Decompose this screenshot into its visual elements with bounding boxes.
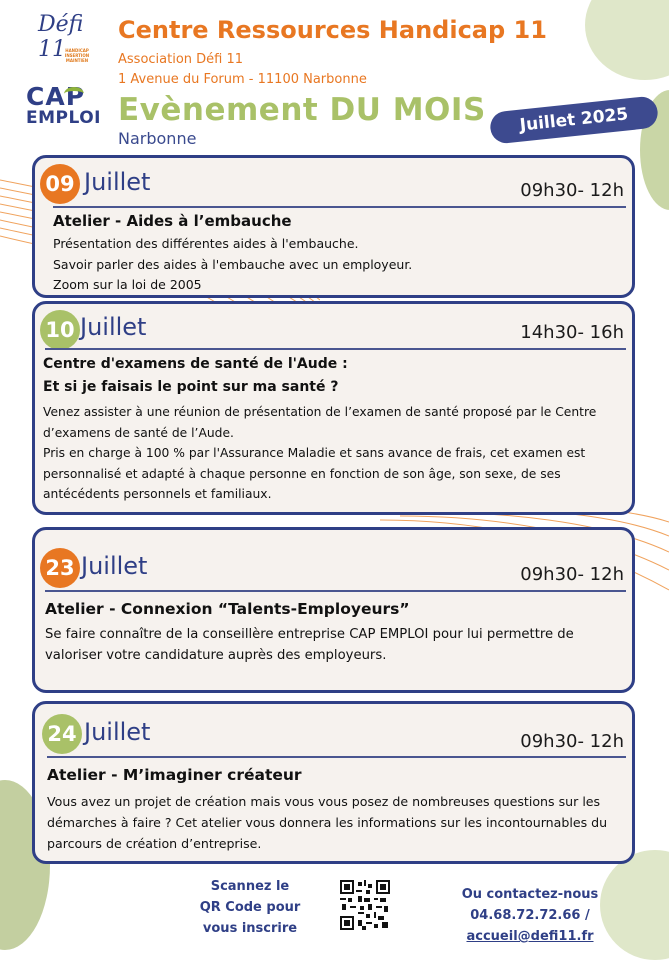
event-title: Evènement DU MOIS	[118, 92, 486, 128]
event-day-badge: 09	[40, 164, 80, 204]
cap-emploi-logo	[26, 84, 106, 127]
event-card-10	[32, 301, 635, 515]
event-subtitle: Et si je faisais le point sur ma santé ?	[43, 379, 339, 395]
description-line: Se faire connaître de la conseillère entreprise CAP EMPLOI pour lui permettre de	[45, 627, 574, 642]
event-card-24	[32, 701, 635, 864]
description-line: Savoir parler des aides à l'embauche avec un employeur.	[53, 256, 413, 272]
event-time: 14h30- 16h	[520, 322, 624, 343]
scan-line: vous inscrire	[202, 921, 298, 936]
description-line: Vous avez un projet de création mais vous vous posez de nombreuses questions sur les	[47, 794, 601, 809]
divider	[45, 590, 626, 592]
decor-green-blob-top-right	[585, 0, 669, 80]
event-month: Juillet	[81, 552, 148, 580]
description-line: antécédents personnels et familiaux.	[43, 487, 272, 501]
separator: /	[585, 908, 590, 923]
description-line: Zoom sur la loi de 2005	[53, 277, 202, 292]
description-line: valoriser votre candidature auprès des employeurs.	[45, 648, 387, 663]
event-day-badge: 23	[40, 548, 80, 588]
event-title: Centre d'examens de santé de l'Aude :	[43, 356, 348, 372]
event-description	[45, 624, 574, 666]
event-time: 09h30- 12h	[520, 731, 624, 752]
email-link[interactable]: accueil@defi11.fr	[466, 929, 594, 944]
event-time: 09h30- 12h	[520, 564, 624, 585]
cap-emploi-logo-line2: EMPLOI	[26, 108, 101, 128]
contact-block	[405, 884, 655, 947]
event-month: Juillet	[84, 168, 151, 196]
description-line: démarches à faire ? Cet atelier vous donnera les informations sur les incontournables du	[47, 815, 608, 830]
event-description	[47, 791, 607, 854]
scan-instructions	[180, 876, 320, 939]
contact-label: Ou contactez-nous	[461, 887, 599, 902]
description-line: d’examens de santé de l’Aude.	[43, 425, 234, 440]
org-title: Centre Ressources Handicap 11	[118, 16, 547, 44]
event-title: Atelier - Aides à l’embauche	[53, 212, 292, 230]
description-line: Présentation des différentes aides à l'embauche.	[53, 236, 359, 251]
event-day-badge: 24	[42, 714, 82, 754]
description-line: personnalisé et adapté à chaque personne en fonction de son âge, son sexe, de ses	[43, 466, 561, 481]
event-time: 09h30- 12h	[520, 180, 624, 201]
defi11-logo-tagline: HANDICAP INSERTION MAINTIEN	[64, 48, 90, 63]
divider	[53, 206, 626, 208]
event-card-23	[32, 527, 635, 693]
cap-emploi-logo-line1: CAP	[26, 82, 86, 111]
event-title: Atelier - Connexion “Talents-Employeurs”	[45, 600, 410, 618]
scan-line: Scannez le	[210, 879, 290, 894]
address: 1 Avenue du Forum - 11100 Narbonne	[118, 72, 367, 87]
phone-link[interactable]: 04.68.72.72.66	[470, 908, 581, 923]
association-name: Association Défi 11	[118, 52, 244, 67]
defi11-logo-text: Défi 11	[38, 12, 84, 62]
event-card-09	[32, 155, 635, 298]
event-day-badge: 10	[40, 310, 80, 350]
description-line: Pris en charge à 100 % par l'Assurance Maladie et sans avance de frais, cet examen est	[43, 446, 586, 460]
description-line: Venez assister à une réunion de présentation de l’examen de santé proposé par le Centre	[43, 405, 597, 419]
event-month: Juillet	[80, 313, 147, 341]
scan-line: QR Code pour	[199, 900, 301, 915]
defi11-logo	[38, 12, 102, 62]
event-description	[53, 234, 412, 296]
description-line: parcours de création d’entreprise.	[47, 836, 262, 851]
qr-code-icon[interactable]	[340, 880, 390, 930]
event-description	[43, 402, 596, 505]
event-title: Atelier - M’imaginer créateur	[47, 766, 302, 784]
event-month: Juillet	[84, 718, 151, 746]
month-badge: Juillet 2025	[489, 95, 659, 144]
contact-line	[405, 905, 655, 947]
city: Narbonne	[118, 129, 197, 148]
divider	[45, 348, 626, 350]
cap-emploi-swoosh-icon	[64, 87, 84, 101]
divider	[47, 756, 626, 758]
